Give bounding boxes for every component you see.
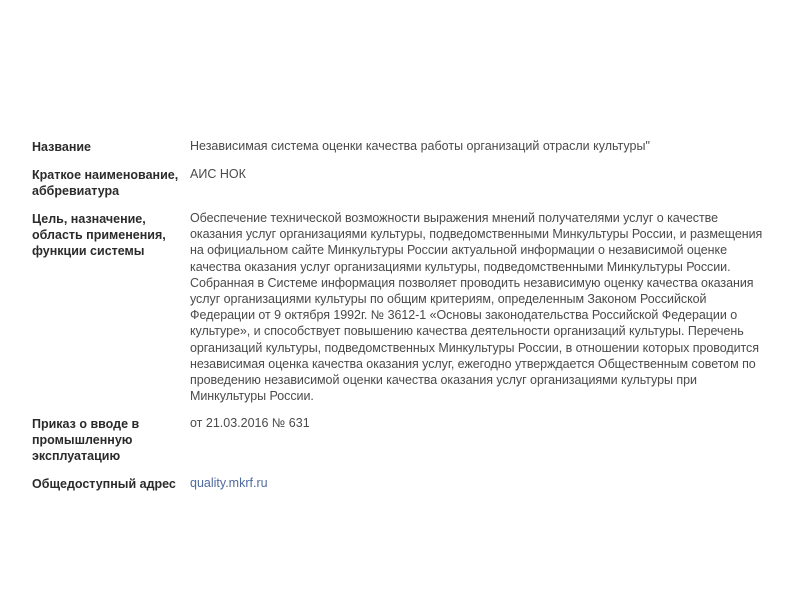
row-purpose [32, 210, 772, 404]
abbreviation-label: Краткое наименование, аббревиатура [32, 168, 179, 198]
order-value: от 21.03.2016 № 631 [190, 416, 310, 431]
purpose-value: Обеспечение технической возможности выражения мнений получателями услуг о качестве оказания услуг организациями культуры, подведомственными Минкультуры России, и размещения на официальном сайте Минкультуры России актуальной информации о независимой оценке качества оказания услуг организациями культуры, подведомственными Минкультуры России. Собранная в Системе информация позволяет проводить независимую оценку качества оказания услуг организациями культуры по общим критериям, определенным Законом Российской Федерации от 9 октября 1992г. № 3612-1 «Основы законодательства Российской Федерации о культуре», и способствует повышению качества деятельности организаций культуры. Перечень организаций культуры, подведомственных Минкультуры России, в отношении которых проводится независимая оценка качества оказания услуг, ежегодно утверждается Общественным советом по проведению независимой оценки качества оказания услуг организациями культуры при Минкультуры России. [190, 211, 763, 404]
system-info-table [32, 138, 772, 503]
public-address-link[interactable]: quality.mkrf.ru [190, 476, 268, 491]
row-name [32, 138, 772, 155]
order-label: Приказ о вводе в промышленную эксплуатацию [32, 417, 140, 464]
row-abbreviation [32, 166, 772, 199]
name-label: Название [32, 140, 92, 154]
row-order [32, 415, 772, 464]
purpose-label: Цель, назначение, область применения, функции системы [32, 212, 166, 258]
name-value: Независимая система оценки качества работы организаций отрасли культуры" [190, 139, 650, 153]
public-address-label: Общедоступный адрес [32, 477, 176, 492]
row-public-address [32, 475, 772, 492]
public-address-value [190, 475, 772, 491]
abbreviation-value: АИС НОК [190, 167, 246, 181]
